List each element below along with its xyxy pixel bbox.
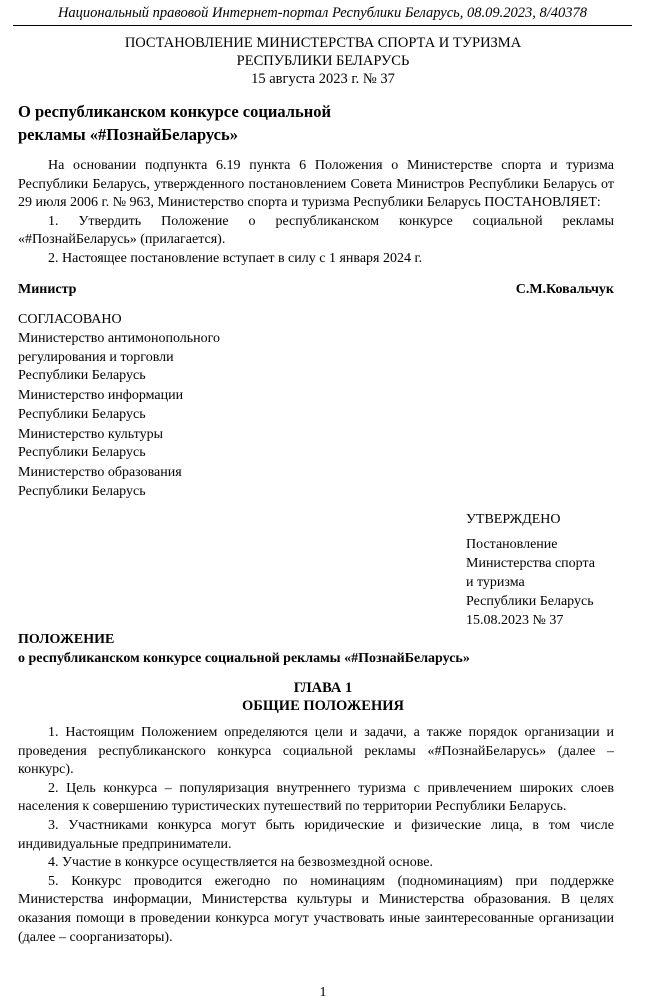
approved-line: Постановление	[466, 537, 558, 553]
page-number: 1	[319, 985, 327, 1000]
document-title	[18, 100, 614, 146]
regulation-paragraph-2: 2. Цель конкурса – популяризация внутреннего туризма с привлечением широких слоев населения к совершению туристических путешествий по территории Республики Беларусь.	[18, 780, 614, 815]
document-title-line2: рекламы «#ПознайБеларусь»	[18, 125, 238, 144]
preamble-paragraph-3: 2. Настоящее постановление вступает в силу с 1 января 2024 г.	[48, 250, 423, 266]
agreed-label: СОГЛАСОВАНО	[18, 311, 122, 327]
chapter-name: ОБЩИЕ ПОЛОЖЕНИЯ	[242, 697, 404, 714]
regulation-paragraph-1: 1. Настоящим Положением определяются цели и задачи, а также порядок организации и проведения республиканского конкурса социальной рекламы «#ПознайБеларусь» (далее – конкурс).	[18, 725, 614, 778]
approved-label: УТВЕРЖДЕНО	[466, 512, 561, 528]
decree-heading	[20, 34, 626, 88]
decree-heading-line1: ПОСТАНОВЛЕНИЕ МИНИСТЕРСТВА СПОРТА И ТУРИЗМА	[124, 35, 522, 51]
preamble-paragraph-2: 1. Утвердить Положение о республиканском конкурсе социальной рекламы «#ПознайБеларусь» (прилагается).	[18, 213, 614, 248]
agreed-ministry-line: регулирования и торговли	[18, 349, 174, 365]
regulation-paragraph-4: 4. Участие в конкурсе осуществляется на безвозмездной основе.	[48, 855, 433, 871]
chapter-heading	[0, 680, 646, 715]
regulation-title	[18, 630, 614, 668]
approved-date-number: 15.08.2023 № 37	[466, 613, 564, 629]
chapter-number: ГЛАВА 1	[293, 680, 353, 697]
agreed-ministry-culture	[18, 426, 614, 463]
regulation-paragraph-3: 3. Участниками конкурса могут быть юридические и физические лица, в том числе индивидуальные предприниматели.	[18, 818, 614, 852]
agreed-ministry-line: Министерство информации	[18, 388, 184, 404]
agreed-ministry-line: Республики Беларусь	[18, 406, 146, 422]
regulation-title-line1: ПОЛОЖЕНИЕ	[18, 632, 115, 648]
preamble-section	[18, 157, 614, 269]
agreed-ministry-line: Министерство образования	[18, 465, 182, 481]
approved-line: Министерства спорта	[466, 556, 595, 572]
agreed-ministry-line: Республики Беларусь	[18, 483, 146, 499]
approved-line: и туризма	[466, 575, 525, 591]
agreed-ministry-line: Республики Беларусь	[18, 368, 146, 384]
masthead	[13, 0, 632, 26]
approved-line: Республики Беларусь	[466, 594, 594, 610]
agreed-section	[18, 311, 614, 502]
agreed-ministry-line: Министерство культуры	[18, 426, 163, 442]
agreed-ministry-information	[18, 387, 614, 424]
regulation-paragraph-5: 5. Конкурс проводится ежегодно по номинациям (подноминациям) при поддержке Министерства информации, Министерства культуры и Министерства образования. В целях оказания помощи в проведении конкурса могут участвовать иные заинтересованные организации (далее – соорганизаторы).	[18, 873, 614, 945]
agreed-ministry-line: Республики Беларусь	[18, 445, 146, 461]
regulation-title-line2: о республиканском конкурсе социальной рекламы «#ПознайБеларусь»	[18, 651, 470, 667]
chapter-1-body	[18, 724, 614, 947]
decree-date-number: 15 августа 2023 г. № 37	[251, 71, 395, 87]
decree-heading-line2: РЕСПУБЛИКИ БЕЛАРУСЬ	[236, 53, 410, 69]
masthead-text: Национальный правовой Интернет-портал Республики Беларусь, 08.09.2023, 8/40378	[57, 5, 588, 21]
document-title-line1: О республиканском конкурсе социальной	[18, 102, 332, 121]
signature-role: Министр	[18, 281, 77, 297]
agreed-ministry-education	[18, 464, 614, 501]
signature-row	[18, 280, 614, 299]
agreed-ministry-antimonopoly	[18, 330, 614, 386]
agreed-ministry-line: Министерство антимонопольного	[18, 331, 221, 347]
signature-name: С.М.Ковальчук	[515, 281, 614, 297]
approved-section	[466, 510, 636, 630]
preamble-paragraph-1: На основании подпункта 6.19 пункта 6 Положения о Министерстве спорта и туризма Республики Беларусь, утвержденного постановлением Совета Министров Республики Беларусь от 29 июля 2006 г. № 963, Министерство спорта и туризма Республики Беларусь ПОСТАНОВЛЯЕТ:	[18, 158, 614, 211]
